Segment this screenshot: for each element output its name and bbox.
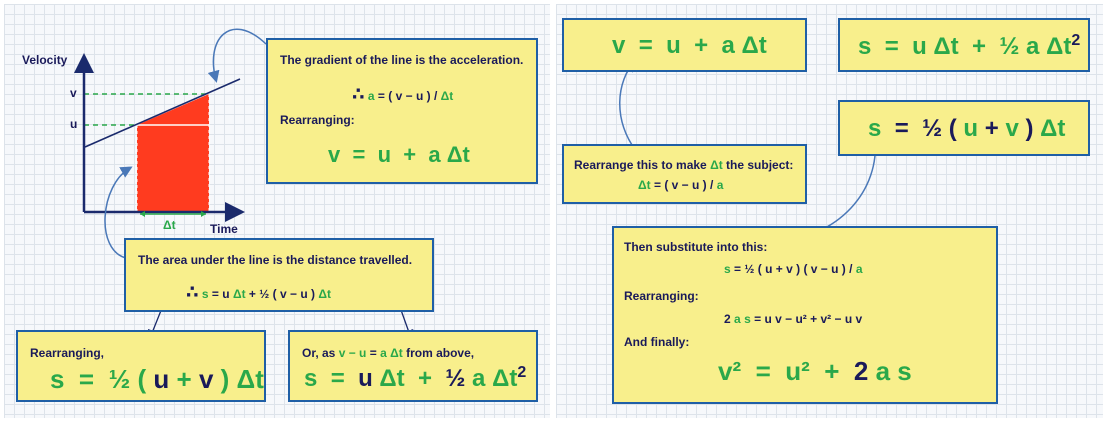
- top-v-equation: v = u + a Δt: [612, 32, 767, 59]
- rearranging-box: [16, 330, 266, 402]
- area-equation: ∴ s = u Δt + ½ ( v − u ) Δt: [186, 282, 331, 302]
- gradient-result-equation: v = u + a Δt: [328, 142, 470, 167]
- rearrange-subject-equation: Δt = ( v − u ) / a: [638, 178, 724, 192]
- gradient-curved-arrow: [213, 29, 266, 80]
- v-tick-label: v: [70, 86, 77, 100]
- rearranging-label: Rearranging,: [30, 346, 105, 360]
- rearrange-subject-text: Rearrange this to make Δt the subject:: [574, 158, 794, 172]
- area-heading: The area under the line is the distance travelled.: [138, 253, 413, 267]
- and-finally-label: And finally:: [624, 335, 690, 349]
- top-s-equation-box: [838, 18, 1090, 72]
- final-rearranging-label: Rearranging:: [624, 289, 699, 303]
- or-as-label: Or, as v − u = a Δt from above,: [302, 346, 475, 360]
- y-axis-label: Velocity: [22, 53, 68, 67]
- final-equation: v² = u² + 2 a s: [718, 356, 912, 386]
- substitute-heading: Then substitute into this:: [624, 240, 768, 254]
- rearrange-subject-box: [562, 144, 807, 204]
- top-s-equation: s = u Δt + ½ a $\Delta t^2$: [858, 32, 1081, 60]
- x-axis-label: Time: [210, 222, 238, 236]
- area-under-line: [137, 94, 209, 211]
- rearranging-equation: s = ½ ( u + v ) Δt: [50, 364, 264, 394]
- gradient-box: [266, 38, 538, 184]
- substitute-equation: s = ½ ( u + v ) ( v − u ) / a: [724, 262, 863, 276]
- substitute-box: [612, 226, 998, 404]
- gradient-heading: The gradient of the line is the acceleration.: [280, 53, 524, 67]
- or-as-box: [288, 330, 538, 402]
- u-tick-label: u: [70, 117, 78, 131]
- gradient-equation: ∴ a = ( v − u ) / Δt: [352, 84, 454, 104]
- final-rearranged-equation: 2 a s = u v − u² + v² − u v: [724, 312, 863, 326]
- dt-graph-label: Δt: [163, 218, 176, 232]
- gradient-rearranging-label: Rearranging:: [280, 113, 355, 127]
- top-v-equation-box: [562, 18, 807, 72]
- half-equation-box: [838, 100, 1090, 156]
- half-equation: s = ½ ( u + v ) Δt: [868, 115, 1066, 142]
- area-box: [124, 238, 434, 312]
- or-as-equation: s = u Δt + ½ a $\Delta t^2$: [304, 364, 527, 392]
